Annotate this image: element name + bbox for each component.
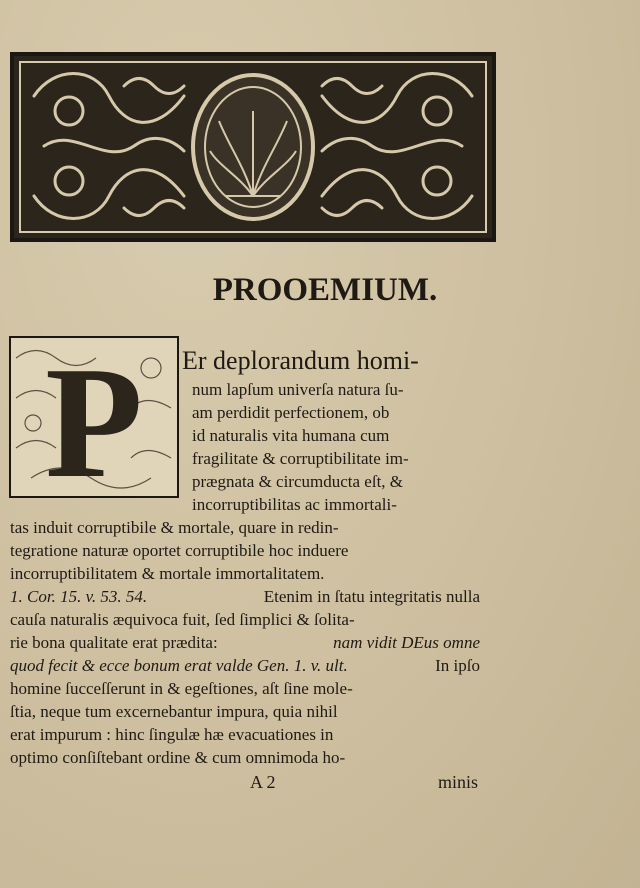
text-line: optimo conſiſtebant ordine & cum omnimoda ho- — [10, 748, 346, 767]
text-line: num lapſum univerſa natura ſu- — [192, 380, 404, 399]
text-segment: Etenim in ſtatu integritatis nulla — [263, 587, 480, 606]
scripture-reference: 1. Cor. 15. v. 53. 54. — [10, 587, 148, 606]
text-segment: rie bona qualitate erat prædita: — [10, 633, 218, 652]
text-line: prægnata & circumducta eſt, & — [192, 472, 404, 491]
initial-letter: P — [45, 338, 143, 496]
page-footer — [250, 770, 478, 794]
text-line: tas induit corruptibile & mortale, quare in redin- — [10, 518, 339, 537]
text-line-italic-start — [10, 654, 480, 678]
quotation-segment: nam vidit DEus omne — [333, 633, 480, 652]
text-line: tegratione naturæ oportet corruptibile hoc induere — [10, 541, 349, 560]
decorated-initial — [9, 336, 179, 498]
text-line-reference — [10, 585, 480, 609]
foliage-ornament-icon — [14, 56, 492, 238]
text-line: id naturalis vita humana cum — [192, 426, 390, 445]
catchword: minis — [437, 771, 478, 792]
text-segment: In ipſo — [435, 656, 480, 675]
text-line: fragilitate & corruptibilitate im- — [192, 449, 409, 468]
text-line: incorruptibilitatem & mortale immortalitatem. — [10, 564, 325, 583]
text-line-italic-end — [10, 631, 480, 655]
signature-mark: A 2 — [250, 771, 276, 792]
text-line: homine ſucceſſerunt in & egeſtiones, aſt ſine mole- — [10, 679, 353, 698]
initial-letter-icon — [11, 338, 177, 496]
text-line-first: Er deplorandum homi- — [182, 346, 419, 375]
quotation-segment: quod fecit & ecce bonum erat valde Gen. 1. v. ult. — [10, 656, 348, 675]
ornamental-headpiece — [10, 52, 496, 242]
page-title: PROOEMIUM. — [212, 272, 438, 308]
text-line: ſtia, neque tum excernebantur impura, quia nihil — [10, 702, 338, 721]
text-line: incorruptibilitas ac immortali- — [192, 495, 397, 514]
text-line: erat impurum : hinc ſingulæ hæ evacuationes in — [10, 725, 334, 744]
text-line: am perdidit perfectionem, ob — [192, 403, 390, 422]
text-line: cauſa naturalis æquivoca fuit, ſed ſimplici & ſolita- — [10, 610, 355, 629]
